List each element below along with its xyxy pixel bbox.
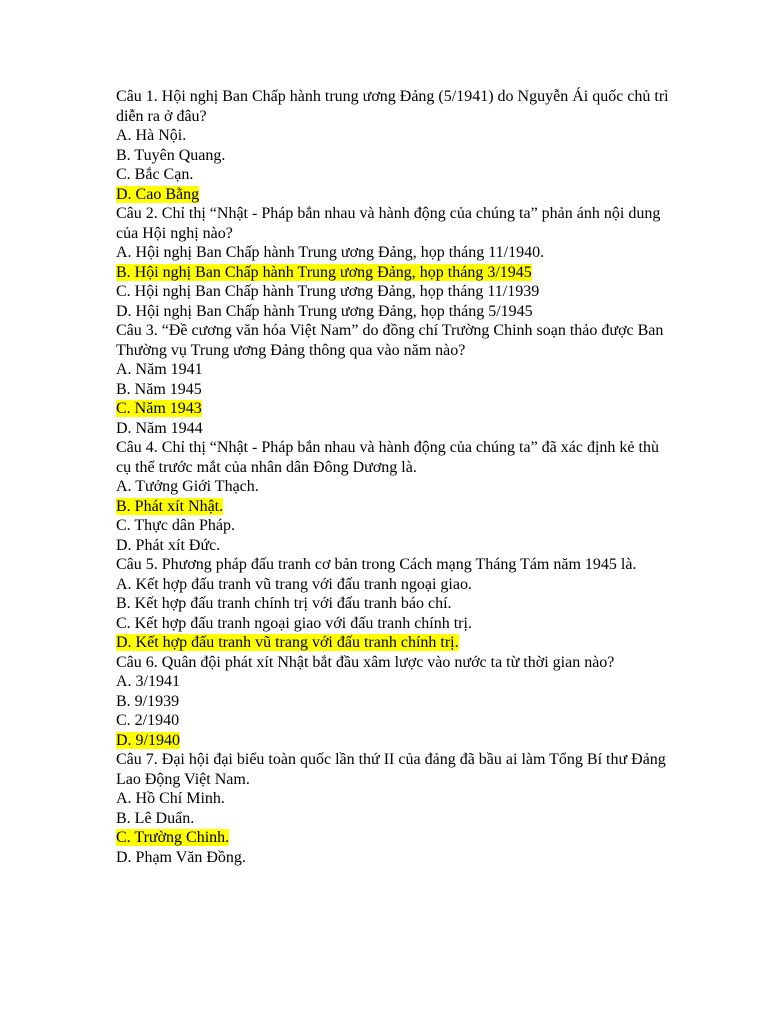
question-text: Câu 5. Phương pháp đấu tranh cơ bản trong Cách mạng Tháng Tám năm 1945 là. [116, 556, 637, 573]
answer-option [116, 263, 676, 283]
answer-option [116, 575, 676, 595]
answer-text: D. Hội nghị Ban Chấp hành Trung ương Đảng, họp tháng 5/1945 [116, 302, 533, 320]
question-block [116, 555, 676, 653]
answer-option [116, 185, 676, 205]
answer-option [116, 692, 676, 712]
document-page [116, 87, 676, 867]
answer-option [116, 419, 676, 439]
answer-option [116, 497, 676, 517]
answer-option [116, 282, 676, 302]
answer-text: B. Tuyên Quang. [116, 146, 226, 164]
answer-option [116, 633, 676, 653]
answer-text: A. 3/1941 [116, 673, 180, 690]
answer-option [116, 848, 676, 868]
question-text: Câu 3. “Đề cương văn hóa Việt Nam” do đồng chí Trường Chinh soạn thảo được Ban Thường vụ Trung ương Đảng thông qua vào năm nào? [116, 322, 668, 359]
highlighted-answer: D. 9/1940 [116, 731, 180, 749]
answer-option [116, 302, 676, 322]
question-text: Câu 1. Hội nghị Ban Chấp hành trung ương Đảng (5/1941) do Nguyễn Ái quốc chủ trì diễn ra ở đâu? [116, 88, 673, 125]
answer-text: B. Kết hợp đấu tranh chính trị với đấu tranh báo chí. [116, 595, 452, 612]
answer-text: A. Tưởng Giới Thạch. [116, 478, 259, 495]
answer-option [116, 789, 676, 809]
answer-option [116, 380, 676, 400]
answer-text: D. Phát xít Đức. [116, 536, 221, 554]
answer-option [116, 146, 676, 166]
answer-option [116, 594, 676, 614]
question-block [116, 87, 676, 204]
answer-text: D. Phạm Văn Đồng. [116, 848, 246, 866]
question-block [116, 321, 676, 438]
answer-text: B. 9/1939 [116, 692, 180, 710]
answer-text: A. Năm 1941 [116, 361, 203, 378]
answer-option [116, 614, 676, 634]
question-text: Câu 2. Chỉ thị “Nhật - Pháp bắn nhau và hành động của chúng ta” phản ánh nội dung của Hội nghị nào? [116, 205, 665, 242]
answer-option [116, 243, 676, 263]
answer-option [116, 126, 676, 146]
answer-text: A. Hà Nội. [116, 127, 187, 144]
question-text: Câu 7. Đại hội đại biểu toàn quốc lần thứ II của đảng đã bầu ai làm Tổng Bí thư Đảng Lao Động Việt Nam. [116, 751, 670, 788]
answer-text: C. Hội nghị Ban Chấp hành Trung ương Đảng, họp tháng 11/1939 [116, 283, 540, 300]
highlighted-answer: B. Hội nghị Ban Chấp hành Trung ương Đảng, họp tháng 3/1945 [116, 263, 532, 281]
answer-option [116, 165, 676, 185]
question-text: Câu 4. Chỉ thị “Nhật - Pháp bắn nhau và hành động của chúng ta” đã xác định kẻ thù cụ thể trước mắt của nhân dân Đông Dương là. [116, 439, 663, 476]
highlighted-answer: C. Năm 1943 [116, 400, 202, 417]
answer-option [116, 360, 676, 380]
answer-text: A. Hồ Chí Minh. [116, 790, 225, 807]
answer-text: A. Hội nghị Ban Chấp hành Trung ương Đảng, họp tháng 11/1940. [116, 244, 545, 261]
answer-option [116, 399, 676, 419]
answer-option [116, 711, 676, 731]
highlighted-answer: D. Kết hợp đấu tranh vũ trang với đấu tranh chính trị. [116, 634, 459, 651]
question-block [116, 750, 676, 867]
answer-option [116, 809, 676, 829]
answer-text: C. Thực dân Pháp. [116, 517, 236, 534]
highlighted-answer: D. Cao Bằng [116, 185, 200, 203]
answer-option [116, 672, 676, 692]
answer-option [116, 828, 676, 848]
answer-text: A. Kết hợp đấu tranh vũ trang với đấu tranh ngoại giao. [116, 575, 472, 593]
question-text: Câu 6. Quân đội phát xít Nhật bắt đầu xâm lược vào nước ta từ thời gian nào? [116, 653, 615, 671]
answer-text: C. 2/1940 [116, 712, 180, 729]
answer-text: C. Kết hợp đấu tranh ngoại giao với đấu tranh chính trị. [116, 614, 472, 632]
question-block [116, 438, 676, 555]
answer-option [116, 516, 676, 536]
answer-option [116, 477, 676, 497]
answer-text: C. Bắc Cạn. [116, 166, 194, 183]
answer-option [116, 731, 676, 751]
question-block [116, 204, 676, 321]
answer-text: B. Lê Duẩn. [116, 809, 195, 827]
answer-text: B. Năm 1945 [116, 380, 202, 398]
question-block [116, 653, 676, 751]
highlighted-answer: B. Phát xít Nhật. [116, 497, 224, 515]
answer-option [116, 536, 676, 556]
answer-text: D. Năm 1944 [116, 419, 203, 437]
highlighted-answer: C. Trường Chinh. [116, 829, 230, 846]
